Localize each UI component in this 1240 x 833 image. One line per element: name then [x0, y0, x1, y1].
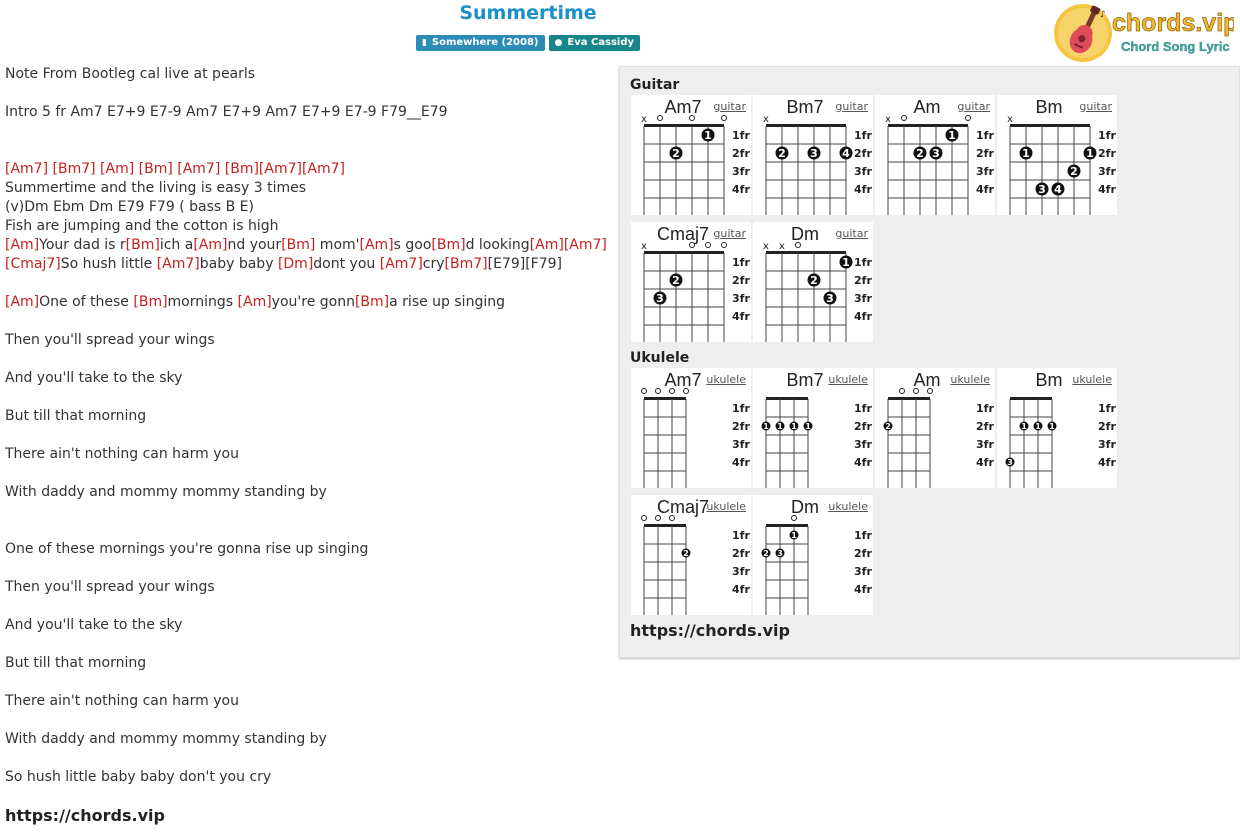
fret-label: 4fr: [976, 183, 994, 196]
nut: [766, 124, 846, 127]
blank-line: [5, 673, 610, 692]
instrument-link[interactable]: ukulele: [828, 373, 868, 386]
finger-dot: [1006, 458, 1015, 468]
fret-label: 2fr: [1098, 420, 1116, 433]
muted-string-mark: x: [641, 114, 647, 125]
fret-label: 1fr: [854, 529, 872, 542]
chord-tag[interactable]: [Dm]: [277, 256, 314, 272]
fret-label: 1fr: [854, 129, 872, 142]
fret-label: 3fr: [976, 438, 994, 451]
nut: [644, 524, 686, 527]
fret-label: 3fr: [732, 438, 750, 451]
blank-line: [5, 122, 610, 141]
finger-dot: [840, 256, 853, 270]
fret-label: 1fr: [732, 529, 750, 542]
finger-dot: [1052, 183, 1065, 197]
fret-label: 4fr: [1098, 456, 1116, 469]
lyric-line: [5, 730, 610, 749]
muted-string-mark: x: [779, 241, 785, 252]
fret-label: 1fr: [976, 129, 994, 142]
chord-tag[interactable]: [Am]: [359, 237, 394, 253]
lyric-line: [5, 160, 610, 179]
nut: [1010, 397, 1052, 400]
nut: [766, 251, 846, 254]
svg-text:2: 2: [778, 147, 786, 160]
svg-text:3: 3: [810, 147, 818, 160]
svg-text:1: 1: [777, 422, 783, 431]
fret-label: 3fr: [854, 565, 872, 578]
lyric-line: [5, 445, 610, 464]
blank-line: [5, 426, 610, 445]
svg-text:3: 3: [1007, 458, 1013, 467]
fret-label: 3fr: [732, 292, 750, 305]
svg-text:1: 1: [1022, 147, 1030, 160]
chord-name: Dm: [791, 224, 819, 244]
finger-dot: [1020, 422, 1029, 432]
chord-tag[interactable]: [Am]: [5, 294, 40, 310]
lyric-text: a rise up singing: [389, 294, 505, 310]
chord-tag[interactable]: [Am7]: [156, 256, 200, 272]
chord-name: Bm7: [786, 97, 824, 117]
artist-badge[interactable]: [549, 35, 641, 51]
svg-text:2: 2: [885, 422, 891, 431]
fret-label: 4fr: [854, 183, 872, 196]
guitar-section-title: Guitar: [630, 77, 680, 93]
finger-dot: [1020, 147, 1033, 161]
muted-string-mark: x: [641, 241, 647, 252]
blank-line: [5, 749, 610, 768]
chord-tag[interactable]: [Am]: [5, 237, 40, 253]
lyric-text: Note From Bootleg cal live at pearls: [5, 66, 256, 82]
fret-label: 4fr: [1098, 183, 1116, 196]
chord-tag[interactable]: [Bm]: [133, 294, 168, 310]
chord-tag[interactable]: [Cmaj7]: [5, 256, 61, 272]
album-label: Somewhere (2008): [431, 37, 539, 48]
lyric-text: There ain't nothing can harm you: [5, 446, 239, 462]
fret-label: 2fr: [976, 147, 994, 160]
fret-label: 2fr: [854, 274, 872, 287]
fret-label: 1fr: [1098, 402, 1116, 415]
finger-dot: [682, 549, 691, 559]
chord-name: Cmaj7: [656, 224, 709, 244]
fret-label: 4fr: [732, 456, 750, 469]
finger-dot: [776, 422, 785, 432]
chord-tag[interactable]: [Am]: [100, 161, 135, 177]
ukulele-chord-card[interactable]: [753, 368, 873, 488]
blank-line: [5, 388, 610, 407]
fret-label: 1fr: [976, 402, 994, 415]
fret-label: 4fr: [732, 183, 750, 196]
svg-text:4: 4: [842, 147, 850, 160]
fret-label: 4fr: [732, 583, 750, 596]
lyric-text: Intro 5 fr Am7 E7+9 E7-9 Am7 E7+9 Am7 E7+9 E7-9 F79__E79: [5, 104, 448, 120]
lyric-line: [5, 540, 610, 559]
guitar-chord-card[interactable]: [753, 222, 873, 342]
instrument-link[interactable]: guitar: [957, 100, 990, 113]
chord-tag[interactable]: [Am]: [237, 294, 272, 310]
ukulele-chord-card[interactable]: [631, 368, 751, 488]
svg-text:2: 2: [672, 147, 680, 160]
chord-tag[interactable]: [Am7]: [5, 161, 49, 177]
lyric-text: Fish are jumping and the cotton is high: [5, 218, 279, 234]
lyric-line: [5, 179, 610, 198]
lyric-line: [5, 331, 610, 350]
instrument-link[interactable]: guitar: [835, 227, 868, 240]
fret-label: 3fr: [976, 165, 994, 178]
finger-dot: [1036, 183, 1049, 197]
fret-label: 1fr: [732, 402, 750, 415]
guitar-chord-card[interactable]: [631, 95, 751, 215]
instrument-link[interactable]: ukulele: [706, 500, 746, 513]
lyric-line: [5, 616, 610, 635]
instrument-link[interactable]: guitar: [1079, 100, 1112, 113]
lyric-text: ich a: [159, 237, 194, 253]
blank-line: [5, 274, 610, 293]
logo-tagline: Chord Song Lyric: [1121, 39, 1230, 54]
svg-text:1: 1: [763, 422, 769, 431]
instrument-link[interactable]: guitar: [713, 227, 746, 240]
user-icon: ●: [554, 38, 563, 48]
fret-label: 2fr: [854, 147, 872, 160]
instrument-link[interactable]: ukulele: [828, 500, 868, 513]
finger-dot: [946, 129, 959, 143]
fret-label: 2fr: [854, 420, 872, 433]
ukulele-chord-card[interactable]: [997, 368, 1117, 488]
blank-line: [5, 711, 610, 730]
chord-tag[interactable]: [Bm]: [431, 237, 466, 253]
chord-tag[interactable]: [Bm7]: [52, 161, 96, 177]
chord-name: Bm: [1035, 97, 1063, 117]
fret-label: 3fr: [1098, 165, 1116, 178]
finger-dot: [790, 531, 799, 541]
nut: [1010, 124, 1090, 127]
lyric-text: Then you'll spread your wings: [5, 579, 215, 595]
chord-tag[interactable]: [Am7]: [379, 256, 423, 272]
fret-label: 3fr: [854, 292, 872, 305]
finger-dot: [808, 147, 821, 161]
chord-name: Am7: [664, 370, 702, 390]
chord-tag[interactable]: [Am7]: [258, 161, 302, 177]
lyric-text: And you'll take to the sky: [5, 617, 183, 633]
muted-string-mark: x: [763, 114, 769, 125]
svg-text:1: 1: [704, 129, 712, 142]
lyric-line: [5, 236, 610, 255]
lyric-text: baby baby: [199, 256, 278, 272]
lyric-text: dont you: [313, 256, 380, 272]
lyric-line: [5, 483, 610, 502]
fret-label: 4fr: [976, 456, 994, 469]
ukulele-section-title: Ukulele: [630, 350, 690, 366]
lyric-text: [E79][F79]: [487, 256, 562, 272]
nut: [766, 397, 808, 400]
song-title: Summertime: [459, 2, 597, 24]
lyric-line: [5, 369, 610, 388]
lyric-line: [5, 578, 610, 597]
fret-label: 2fr: [732, 147, 750, 160]
lyric-text: Summertime and the living is easy 3 times: [5, 180, 306, 196]
blank-line: [5, 502, 610, 521]
svg-text:2: 2: [810, 274, 818, 287]
chord-tag[interactable]: [Bm]: [354, 294, 390, 310]
blank-line: [5, 787, 610, 806]
lyric-text: There ain't nothing can harm you: [5, 693, 239, 709]
svg-text:3: 3: [656, 292, 664, 305]
fret-label: 1fr: [732, 256, 750, 269]
lyric-line: [5, 65, 610, 84]
fret-label: 1fr: [1098, 129, 1116, 142]
chord-tag[interactable]: [Am]: [529, 237, 564, 253]
svg-text:1: 1: [805, 422, 811, 431]
finger-dot: [808, 274, 821, 288]
chord-tag[interactable]: [Bm]: [125, 237, 160, 253]
svg-text:1: 1: [1086, 147, 1094, 160]
nut: [644, 251, 724, 254]
chord-name: Bm: [1035, 370, 1063, 390]
fret-label: 2fr: [1098, 147, 1116, 160]
chord-tag[interactable]: [Bm]: [224, 161, 259, 177]
lyric-text: One of these mornings you're gonna rise up singing: [5, 541, 369, 557]
lyric-line: [5, 217, 610, 236]
album-badge[interactable]: [416, 35, 545, 51]
fret-label: 1fr: [854, 256, 872, 269]
fret-label: 4fr: [854, 583, 872, 596]
chord-tag[interactable]: [Am7]: [563, 237, 607, 253]
panel-footer-link[interactable]: https://chords.vip: [630, 621, 790, 640]
lyric-text: So hush little baby baby don't you cry: [5, 769, 272, 785]
chord-name: Bm7: [786, 370, 824, 390]
finger-dot: [914, 147, 927, 161]
finger-dot: [776, 147, 789, 161]
chord-tag[interactable]: [Bm]: [281, 237, 316, 253]
lyric-line: [5, 692, 610, 711]
ukulele-chord-card[interactable]: [631, 495, 751, 615]
lyric-text: Then you'll spread your wings: [5, 332, 215, 348]
muted-string-mark: x: [763, 241, 769, 252]
finger-dot: [790, 422, 799, 432]
svg-text:2: 2: [683, 549, 689, 558]
lyric-line: [5, 293, 610, 312]
blank-line: [5, 350, 610, 369]
finger-dot: [1068, 165, 1081, 179]
lyric-line: [5, 255, 610, 274]
site-logo[interactable]: [1054, 3, 1234, 63]
blank-line: [5, 141, 610, 160]
fret-label: 4fr: [732, 310, 750, 323]
fret-label: 4fr: [854, 456, 872, 469]
lyric-text: mornings: [167, 294, 238, 310]
chord-tag[interactable]: [Bm7]: [444, 256, 488, 272]
muted-string-mark: x: [1007, 114, 1013, 125]
lyric-text: d looking: [465, 237, 530, 253]
fret-label: 1fr: [854, 402, 872, 415]
ukulele-chord-card[interactable]: [875, 368, 995, 488]
muted-string-mark: x: [885, 114, 891, 125]
blank-line: [5, 635, 610, 654]
svg-text:2: 2: [672, 274, 680, 287]
chord-tag[interactable]: [Am7]: [301, 161, 346, 177]
svg-text:2: 2: [763, 549, 769, 558]
lyric-line: [5, 198, 610, 217]
svg-text:3: 3: [826, 292, 834, 305]
lyric-text: One of these: [39, 294, 134, 310]
finger-dot: [670, 274, 683, 288]
finger-dot: [776, 549, 785, 559]
chord-name: Am: [913, 370, 941, 390]
finger-dot: [884, 422, 893, 432]
lyrics-body: [5, 65, 610, 825]
instrument-link[interactable]: ukulele: [706, 373, 746, 386]
lyric-text: Your dad is r: [39, 237, 126, 253]
chord-name: Dm: [791, 497, 819, 517]
finger-dot: [762, 549, 771, 559]
svg-text:2: 2: [916, 147, 924, 160]
instrument-link[interactable]: ukulele: [950, 373, 990, 386]
fret-label: 3fr: [854, 165, 872, 178]
svg-text:1: 1: [948, 129, 956, 142]
lyric-text: And you'll take to the sky: [5, 370, 183, 386]
lyric-text: But till that morning: [5, 408, 147, 424]
nut: [888, 397, 930, 400]
finger-dot: [1048, 422, 1057, 432]
lyric-line: [5, 654, 610, 673]
svg-text:3: 3: [932, 147, 940, 160]
chord-name: Am7: [664, 97, 702, 117]
instrument-link[interactable]: ukulele: [1072, 373, 1112, 386]
blank-line: [5, 464, 610, 483]
lyric-text: So hush little: [60, 256, 157, 272]
finger-dot: [824, 292, 837, 306]
book-icon: ▮: [421, 38, 427, 48]
lyric-text: (v)Dm Ebm Dm E79 F79 ( bass B E): [5, 199, 254, 215]
finger-dot: [1034, 422, 1043, 432]
blank-line: [5, 597, 610, 616]
guitar-chord-card[interactable]: [997, 95, 1117, 215]
chord-tag[interactable]: [Am7]: [177, 161, 221, 177]
chord-tag[interactable]: [Am]: [193, 237, 228, 253]
lyric-text: nd your: [227, 237, 282, 253]
lyric-text: With daddy and mommy mommy standing by: [5, 731, 327, 747]
svg-text:3: 3: [1038, 183, 1046, 196]
guitar-chord-card[interactable]: [875, 95, 995, 215]
nut: [644, 397, 686, 400]
chord-name: Cmaj7: [656, 497, 709, 517]
finger-dot: [762, 422, 771, 432]
lyric-line: [5, 407, 610, 426]
instrument-link[interactable]: guitar: [713, 100, 746, 113]
nut: [644, 124, 724, 127]
lyric-text: But till that morning: [5, 655, 147, 671]
logo-wordmark: chords.vip: [1112, 9, 1234, 37]
lyric-text: mom': [315, 237, 360, 253]
lyric-text: cry: [422, 256, 445, 272]
fret-label: 2fr: [976, 420, 994, 433]
chord-name: Am: [913, 97, 941, 117]
svg-text:1: 1: [842, 256, 850, 269]
blank-line: [5, 521, 610, 540]
guitar-chord-card[interactable]: [753, 95, 873, 215]
blank-line: [5, 84, 610, 103]
svg-text:2: 2: [1070, 165, 1078, 178]
finger-dot: [670, 147, 683, 161]
svg-text:♪: ♪: [1100, 10, 1106, 20]
fret-label: 2fr: [854, 547, 872, 560]
svg-text:1: 1: [1049, 422, 1055, 431]
fret-label: 2fr: [732, 420, 750, 433]
chord-panel: [619, 66, 1240, 658]
fret-label: 3fr: [854, 438, 872, 451]
instrument-link[interactable]: guitar: [835, 100, 868, 113]
svg-text:3: 3: [777, 549, 783, 558]
finger-dot: [930, 147, 943, 161]
svg-text:1: 1: [1035, 422, 1041, 431]
fret-label: 1fr: [732, 129, 750, 142]
nut: [766, 524, 808, 527]
fret-label: 4fr: [854, 310, 872, 323]
fret-label: 2fr: [732, 274, 750, 287]
chord-tag[interactable]: [Bm]: [138, 161, 173, 177]
fret-label: 3fr: [732, 565, 750, 578]
lyric-line: [5, 103, 610, 122]
lyric-text: s goo: [393, 237, 432, 253]
fret-label: 2fr: [732, 547, 750, 560]
blank-line: [5, 559, 610, 578]
nut: [888, 124, 968, 127]
guitar-icon: [1054, 3, 1234, 63]
finger-dot: [804, 422, 813, 432]
svg-text:1: 1: [1021, 422, 1027, 431]
svg-text:4: 4: [1054, 183, 1062, 196]
artist-label: Eva Cassidy: [567, 37, 635, 48]
blank-line: [5, 312, 610, 331]
finger-dot: [654, 292, 667, 306]
lyric-text: you're gonn: [271, 294, 355, 310]
song-badges: [0, 35, 1056, 51]
fret-label: 3fr: [1098, 438, 1116, 451]
guitar-chord-card[interactable]: [631, 222, 751, 342]
ukulele-chord-card[interactable]: [753, 495, 873, 615]
svg-text:1: 1: [791, 531, 797, 540]
finger-dot: [702, 129, 715, 143]
finger-dot: [1084, 147, 1097, 161]
fret-label: 3fr: [732, 165, 750, 178]
lyric-line: [5, 768, 610, 787]
finger-dot: [840, 147, 853, 161]
lyric-text: With daddy and mommy mommy standing by: [5, 484, 327, 500]
lyrics-footer-link[interactable]: https://chords.vip: [5, 806, 165, 825]
svg-text:1: 1: [791, 422, 797, 431]
